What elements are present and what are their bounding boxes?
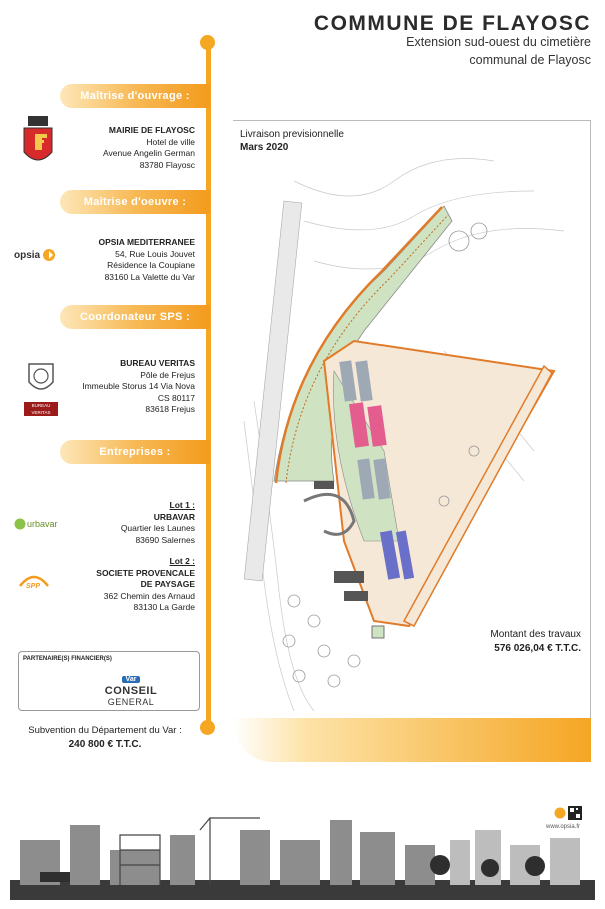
works-label: Montant des travaux: [490, 629, 581, 640]
veritas-shield-icon: [27, 362, 55, 396]
oeuvre-line-3: 83160 La Valette du Var: [104, 271, 195, 282]
section-label-ouvrage: Maîtrise d'ouvrage :: [60, 84, 210, 108]
opsia-logo-text: opsia: [14, 249, 41, 261]
subvention-amount: 240 800 € T.T.C.: [68, 739, 142, 750]
section-label-entreprises: Entreprises :: [60, 440, 210, 464]
lot2-name-line-1: SOCIETE PROVENCALE: [96, 567, 195, 578]
oeuvre-name: OPSIA MEDITERRANEE: [98, 237, 195, 247]
financing-title: PARTENAIRE(S) FINANCIER(S): [23, 656, 112, 662]
ouvrage-address: [103, 125, 195, 171]
var-logo-text: Var: [122, 676, 141, 683]
lot1-label: Lot 1 :: [169, 500, 195, 510]
lot2-line-2: 83130 La Garde: [133, 602, 195, 612]
section-label-oeuvre: Maîtrise d'oeuvre :: [60, 190, 210, 214]
page-title: COMMUNE DE FLAYOSC: [313, 12, 591, 35]
urbavar-logo: [14, 518, 58, 530]
timeline-line: [206, 40, 211, 728]
oeuvre-address: [98, 237, 195, 283]
ouvrage-line-1: Hotel de ville: [146, 136, 195, 147]
urbavar-mark-icon: [14, 518, 26, 530]
section-label-sps: Coordonateur SPS :: [60, 305, 210, 329]
ouvrage-name: MAIRIE DE FLAYOSC: [108, 125, 195, 135]
sps-address: [82, 358, 195, 416]
delivery-info: [240, 128, 344, 154]
general-text: GENERAL: [107, 697, 155, 707]
financing-box: [18, 651, 200, 711]
opsia-logo: [14, 248, 56, 262]
city-skyline-illustration: [10, 810, 595, 900]
conseil-text: CONSEIL: [104, 685, 158, 697]
spp-logo-text: SPP: [26, 583, 41, 590]
subvention-label: Subvention du Département du Var :: [28, 725, 182, 736]
opsia-mark-icon: [42, 248, 56, 262]
subtitle-line-1: Extension sud-ouest du cimetière: [406, 35, 591, 49]
ouvrage-line-3: 83780 Flayosc: [139, 159, 195, 170]
lot1-name: URBAVAR: [153, 511, 195, 522]
subvention: [10, 724, 200, 752]
works-amount-info: [490, 628, 581, 656]
veritas-logo-text: BUREAU VERITAS: [24, 402, 58, 416]
ouvrage-line-2: Avenue Angelin German: [103, 148, 195, 158]
works-amount: 576 026,04 € T.T.C.: [494, 643, 581, 654]
panel-gradient: [233, 718, 591, 762]
sps-line-1: Pôle de Frejus: [140, 369, 195, 380]
sps-name: BUREAU VERITAS: [120, 358, 195, 368]
lot1-line-2: 83690 Salernes: [135, 534, 195, 545]
oeuvre-line-2: Résidence la Coupiane: [107, 260, 195, 270]
spp-logo: [16, 572, 58, 590]
sps-line-4: 83618 Frejus: [145, 404, 195, 414]
flayosc-crest-icon: [22, 116, 54, 168]
lot1-address: [121, 500, 195, 546]
lot2-name-line-2: DE PAYSAGE: [140, 579, 195, 589]
sps-line-3: CS 80117: [157, 392, 195, 403]
footer-url: www.opsia.fr: [546, 824, 581, 830]
urbavar-logo-text: urbavar: [27, 519, 58, 529]
green-square: [372, 626, 384, 638]
delivery-label: Livraison previsionnelle: [240, 129, 344, 140]
sps-line-2: Immeuble Storus 14 Via Nova: [82, 381, 195, 391]
lot2-label: Lot 2 :: [169, 556, 195, 566]
subtitle-line-2: communal de Flayosc: [469, 53, 591, 67]
bureau-veritas-logo: [24, 362, 58, 416]
conseil-general-logo: [81, 668, 181, 707]
timeline-dot: [200, 35, 215, 50]
oeuvre-line-1: 54, Rue Louis Jouvet: [115, 248, 195, 259]
lot2-address: [96, 556, 195, 614]
delivery-date: Mars 2020: [240, 142, 289, 153]
lot1-line-1: Quartier les Launes: [120, 523, 195, 533]
page-subtitle: [406, 33, 591, 69]
timeline-dot: [200, 720, 215, 735]
road-band: [244, 201, 302, 581]
lot2-line-1: 362 Chemin des Arnaud: [103, 590, 195, 601]
